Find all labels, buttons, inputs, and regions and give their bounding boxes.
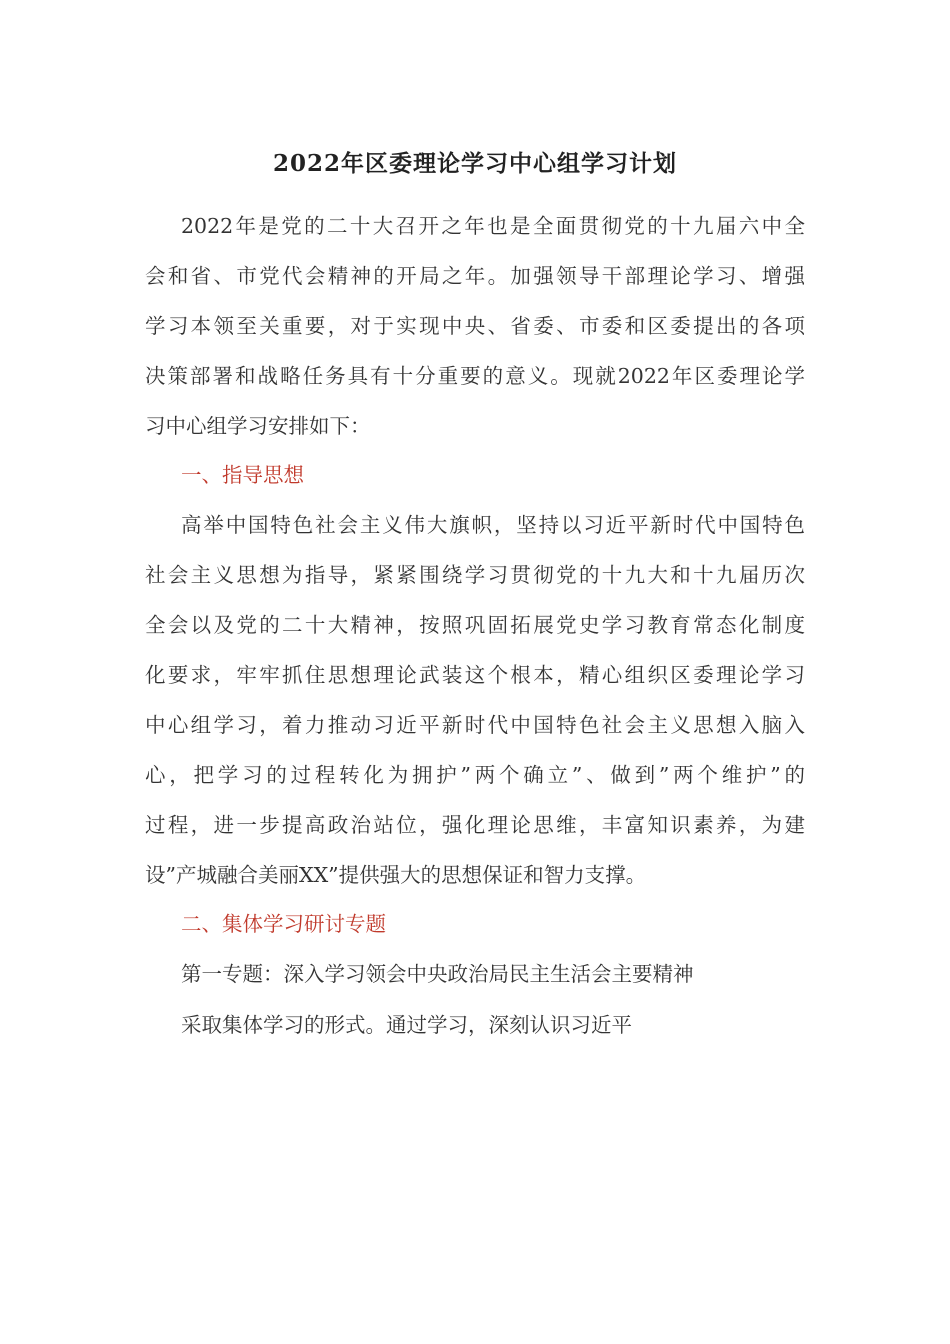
intro-line-4: 决策部署和战略任务具有十分重要的意义。现就2022年区委理论学 xyxy=(145,364,805,388)
section2-line-2: 采取集体学习的形式。通过学习，深刻认识习近平 xyxy=(181,1013,632,1037)
intro-line-5: 习中心组学习安排如下： xyxy=(145,414,371,438)
intro-line-1: 2022年是党的二十大召开之年也是全面贯彻党的十九届六中全 xyxy=(181,214,805,238)
section1-line-3: 全会以及党的二十大精神，按照巩固拓展党史学习教育常态化制度 xyxy=(145,613,805,637)
section1-line-2: 社会主义思想为指导，紧紧围绕学习贯彻党的十九大和十九届历次 xyxy=(145,563,805,587)
section2-line-1: 第一专题：深入学习领会中央政治局民主生活会主要精神 xyxy=(181,962,694,986)
intro-line-2: 会和省、市党代会精神的开局之年。加强领导干部理论学习、增强 xyxy=(145,264,805,288)
document-title: 2022年区委理论学习中心组学习计划 xyxy=(272,150,677,177)
section1-line-8: 设”产城融合美丽XX”提供强大的思想保证和智力支撑。 xyxy=(145,863,647,887)
section-heading-guiding-thought: 一、指导思想 xyxy=(181,463,304,487)
section1-line-6: 心，把学习的过程转化为拥护”两个确立”、做到”两个维护”的 xyxy=(145,763,805,787)
intro-line-3: 学习本领至关重要，对于实现中央、省委、市委和区委提出的各项 xyxy=(145,314,805,338)
section1-line-7: 过程，进一步提高政治站位，强化理论思维，丰富知识素养，为建 xyxy=(145,813,805,837)
section1-line-5: 中心组学习，着力推动习近平新时代中国特色社会主义思想入脑入 xyxy=(145,713,805,737)
section1-line-1: 高举中国特色社会主义伟大旗帜，坚持以习近平新时代中国特色 xyxy=(181,513,805,537)
section1-line-4: 化要求，牢牢抓住思想理论武装这个根本，精心组织区委理论学习 xyxy=(145,663,805,687)
section-heading-group-study-topics: 二、集体学习研讨专题 xyxy=(181,912,386,936)
